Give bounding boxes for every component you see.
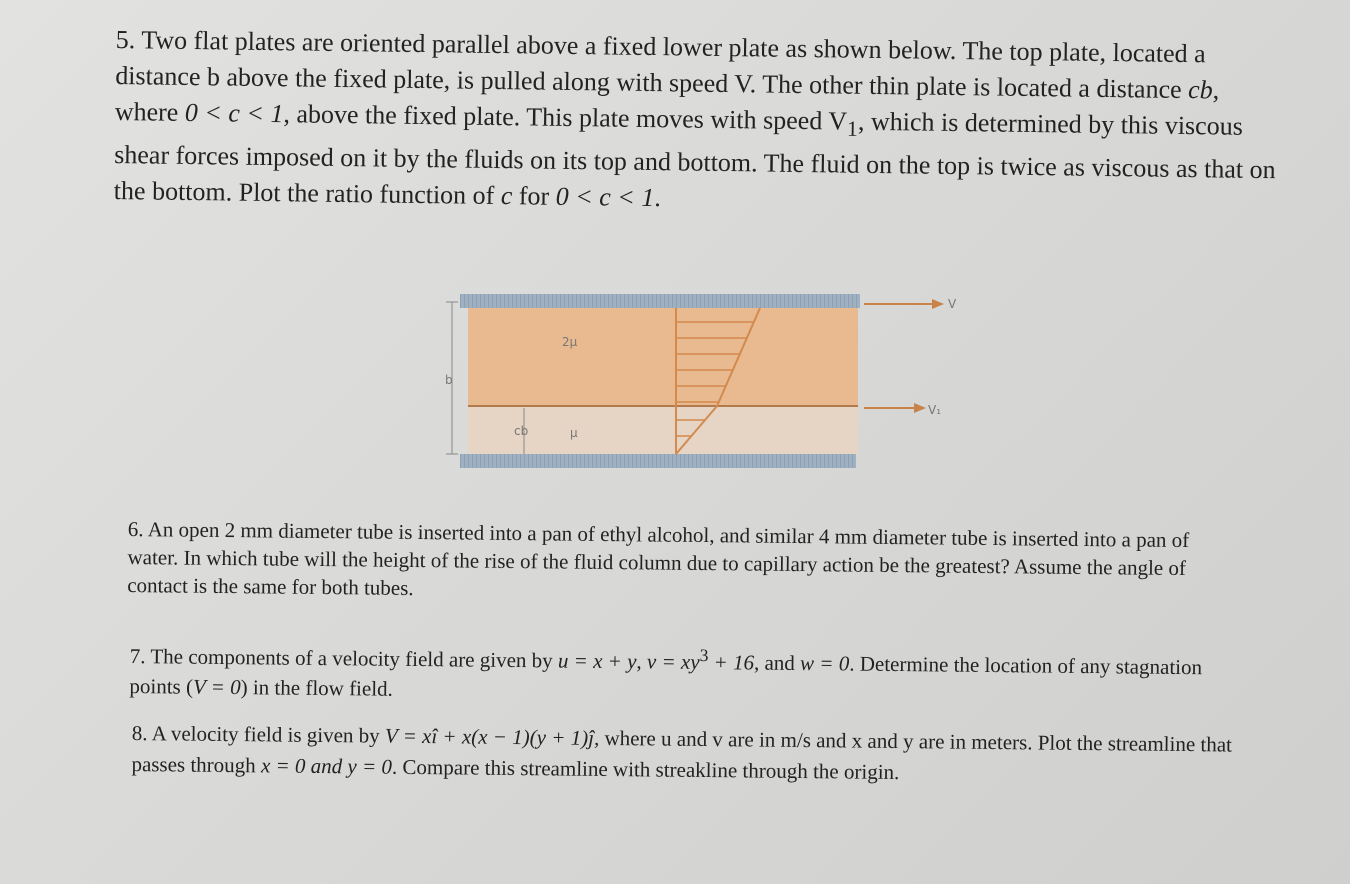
label-cb: cb (514, 424, 529, 438)
label-V1: V₁ (928, 403, 942, 417)
problem-8: 8. A velocity field is given by V = xî + x(x − 1)(y + 1)ĵ, where u and v are in m/s and x and y are in meters. Plot the streamline that passes through x = 0 and y = 0. Compare this streamline with streakline through the origin. (131, 720, 1233, 785)
upper-fluid-region (468, 308, 858, 406)
problem-7: 7. The components of a velocity field are given by u = x + y, $v = xy^3 + 16$, and w = 0. Determine the location of any stagnation points (V = 0) in the flow field. (129, 643, 1203, 701)
problem-5: 5. Two flat plates are oriented parallel above a fixed lower plate as shown below. The top plate, located a distance b above the fixed plate, is pulled along with speed V. The other thin plate is located a distance cb, where 0 < c < 1, above the fixed plate. This plate moves with speed $V_1$, which is determined by this viscous shear forces imposed on it by the fluids on its top and bottom. The fluid on the top is twice as viscous as that on the bottom. Plot the ratio function of c for 0 < c < 1. (113, 24, 1276, 213)
problem-6: 6. An open 2 mm diameter tube is inserted into a pan of ethyl alcohol, and similar 4 mm diameter tube is inserted into a pan of water. In which tube will the height of the rise of the fluid column due to capillary action be the greatest? Assume the angle of contact is the same for both tubes. (127, 516, 1190, 600)
label-V: V (948, 297, 957, 311)
label-b: b (445, 373, 453, 387)
top-plate (460, 294, 860, 308)
bottom-plate (460, 454, 856, 468)
plates-figure (440, 284, 960, 474)
plates-diagram (440, 284, 960, 474)
problem-5-number: 5. (115, 24, 136, 55)
problem-6-number: 6. (127, 516, 144, 542)
label-mu: μ (570, 426, 578, 440)
label-2mu: 2μ (562, 335, 578, 349)
problem-7-number: 7. (129, 643, 146, 669)
problem-8-number: 8. (131, 720, 148, 746)
